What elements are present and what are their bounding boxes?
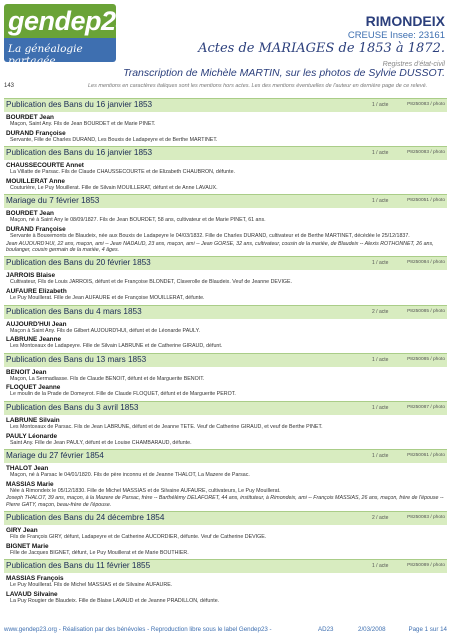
section-count: 1 / acte <box>372 453 389 460</box>
person-name: PAULY Léonarde <box>6 432 58 440</box>
person-name: GIRY Jean <box>6 527 38 535</box>
document-title: Actes de MARIAGES de 1853 à 1872. <box>198 41 445 56</box>
person-name: FLOQUET Jeanne <box>6 384 61 392</box>
footer-date: 2/03/2008 <box>358 626 386 633</box>
person-detail: Maçon à Saint Any. Fils de Gilbert AUJOURD'HUI, défunt et de Léonarde PAULY. <box>10 327 200 334</box>
section-title: Mariage du 7 février 1853 <box>6 196 100 206</box>
transcription-credit: Transcription de Michèle MARTIN, sur les photos de Sylvie DUSSOT. <box>123 67 445 79</box>
place-name: RIMONDEIX <box>365 13 445 29</box>
person-detail: Les Montceaux de Parsac. Fils de Jean LABRUNE, défunt et de Jeanne TETE. Veuf de Catherine GIRAUD, et veuf de Berthe PINET. <box>10 423 323 430</box>
section-title: Publication des Bans du 13 mars 1853 <box>6 354 147 364</box>
footer-page-number: Page 1 sur 14 <box>408 626 447 633</box>
person-detail: Servante, Fille de Charles DURAND, Les Bouxis de Ladapeyre et de Berthe MARTINET. <box>10 136 218 143</box>
person-detail: Maçon, né à Saint Any le 08/09/1827. Fils de Jean BOURDET, 58 ans, cultivateur et de Marie PINET, 61 ans. <box>10 217 266 224</box>
witnesses-note: Jean AUJOURD'HUI, 22 ans, maçon, ami -- Jean NADAUD, 23 ans, maçon, ami -- Jean GORSE, 32 ans, cultivateur, cousin de la mariée, de Blaudeix -- Alexis ROTHONNET, 26 ans, boulanger, cousin germain de la mariée, 4 âges. <box>6 240 434 253</box>
section-title: Publication des Bans du 4 mars 1853 <box>6 306 142 316</box>
section-photo-ref: P8250085 / photo <box>407 356 445 362</box>
act-count: 143 <box>4 83 15 89</box>
person-name: CHAUSSECOURTE Annet <box>6 162 84 170</box>
footer-code: AD23 <box>318 626 334 633</box>
section-title: Mariage du 27 février 1854 <box>6 451 104 461</box>
section-header <box>4 305 447 319</box>
person-name: LABRUNE Silvain <box>6 416 60 424</box>
section-title: Publication des Bans du 16 janvier 1853 <box>6 100 153 109</box>
section-header <box>4 353 447 367</box>
person-detail: Maçon, Saint Any. Fils de Jean BOURDET et de Marie PINET. <box>10 121 156 127</box>
section-count: 1 / acte <box>372 563 389 570</box>
section-photo-ref: P8250051 / photo <box>407 198 445 204</box>
person-detail: La Villatte de Parsac. Fils de Claude CHAUSSECOURTE et de Elizabeth CHAUBRON, défunte. <box>10 169 236 176</box>
person-detail: Maçon, La Sermadiasse. Fils de Claude BENOIT, défunt et de Marguerite BENOIT. <box>10 375 205 382</box>
section-photo-ref: P8250085 / photo <box>407 308 445 314</box>
section-header <box>4 194 447 208</box>
person-detail: Fille de Jacques BIGNET, défunt, Le Puy Mouillerat et de Marie BOUTHIER. <box>10 549 189 556</box>
person-name: BOURDET Jean <box>6 210 54 218</box>
person-detail: Maçon, né à Parsac le 04/01/1820. Fils de père inconnu et de Jeanne THALOT, La Mazere de Parsac. <box>10 472 250 479</box>
person-detail: Servante à Bouxemonts de Blaudeix, née aux Bouxis de Ladapeyre le 04/03/1832. Fille de Charles DURAND, cultivateur et de Berthe MARTINET, décédée le 25/12/1837. <box>10 232 410 239</box>
section-header <box>4 559 447 573</box>
person-name: DURAND Françoise <box>6 225 66 233</box>
sections-list <box>4 95 447 605</box>
section-count: 2 / acte <box>372 515 389 522</box>
italic-notice: Les mentions en caractères italiques sont les mentions hors actes. Les des mentions éventuelles de l'auteur en dernière page de ce relevé. <box>88 83 428 89</box>
section-count: 1 / acte <box>372 198 389 205</box>
person-detail: La Puy Rougier de Blaudeix. Fille de Blaise LAVAUD et de Jeanne PRADILLON, défunte. <box>10 597 220 604</box>
logo-tagline: La généalogie partagée <box>8 43 83 67</box>
person-name: MOUILLERAT Anne <box>6 177 65 185</box>
person-name: JARROIS Blaise <box>6 272 56 280</box>
section-title: Publication des Bans du 11 février 1855 <box>6 561 151 571</box>
person-detail: Née à Rimondeix le 05/12/1830. Fille de Michel MASSIAS et de Silvaine AUFAURE, cultivateurs, Le Puy Mouillerat. <box>10 487 281 494</box>
person-detail: Les Montceaux de Ladapeyre. Fille de Silvain LABRUNE et de Catherine GIRAUD, défunt. <box>10 343 223 350</box>
person-name: BENOIT Jean <box>6 368 47 376</box>
insee-line: CREUSE Insee: 23161 <box>347 30 445 41</box>
logo-top-band <box>4 4 131 38</box>
person-name: MASSIAS François <box>6 575 64 583</box>
logo-bottom-band <box>4 38 116 67</box>
person-detail: Cultivateur, Fils de Louis JARROIS, défunt et de Françoise BLONDET, Claverolle de Blaudeix. Veuf de Jeanne DEVIGE. <box>10 279 293 286</box>
section-header <box>4 98 447 112</box>
section-header <box>4 401 447 415</box>
section-count: 1 / acte <box>372 404 389 411</box>
person-detail: Le Puy Mouillerat. Fille de Jean AUFAURE et de Françoise MOUILLERAT, défunte. <box>10 294 205 301</box>
section-count: 1 / acte <box>372 356 389 363</box>
person-detail: Fils de François GIRY, défunt, Ladapeyre et de Catherine AUCORDIER, défunte. Veuf de Catherine DEVIGE. <box>10 534 267 541</box>
person-detail: Le moulin de la Prade de Domeyrot. Fille de Claude FLOQUET, défunt et de Marguerite PEROT. <box>10 391 236 398</box>
section-title: Publication des Bans du 3 avril 1853 <box>6 402 139 412</box>
person-name: BOURDET Jean <box>6 114 54 121</box>
person-name: DURAND Françoise <box>6 129 66 137</box>
person-detail: Le Puy Mouillerat. Fils de Michel MASSIAS et de Silvaine AUFAURE. <box>10 582 173 589</box>
section-count: 1 / acte <box>372 102 389 108</box>
witnesses-note: Joseph THALOT, 39 ans, maçon, à la Mazere de Parsac, frère -- Barthélémy DELAFORET, 44 ans, instituteur, à Rimondeix, ami -- François MASSIAS, 26 ans, maçon, frère de l'épouse -- Pierre GATY, maçon, beau-frère de l'épouse. <box>6 495 444 508</box>
gendep23-logo[interactable] <box>4 4 131 67</box>
section-header <box>4 256 447 270</box>
section-count: 1 / acte <box>372 260 389 267</box>
section-photo-ref: P8250083 / photo <box>407 102 445 107</box>
section-photo-ref: P8250087 / photo <box>407 404 445 410</box>
section-photo-ref: P8250089 / photo <box>407 563 445 569</box>
section-title: Publication des Bans du 16 janvier 1853 <box>6 148 153 158</box>
section-photo-ref: P8250061 / photo <box>407 453 445 459</box>
person-name: MASSIAS Marie <box>6 480 54 488</box>
section-title: Publication des Bans du 24 décembre 1854 <box>6 513 165 523</box>
person-name: AUFAURE Elizabeth <box>6 287 67 295</box>
person-detail: Couturière, Le Puy Mouillerat. Fille de Silvain MOUILLERAT, défunt et de Anne LAVAUX. <box>10 184 218 191</box>
person-name: LABRUNE Jeanne <box>6 336 62 344</box>
registers-label: Registres d'état-civil <box>382 61 445 68</box>
section-header <box>4 449 447 463</box>
person-detail: Saint Any. Fille de Jean PAULY, défunt et de Louise CHAMBARAUD, défunte. <box>10 439 192 446</box>
section-photo-ref: P8250083 / photo <box>407 515 445 521</box>
section-header <box>4 146 447 160</box>
logo-word: gendep23 <box>8 6 131 36</box>
person-name: THALOT Jean <box>6 465 49 473</box>
person-name: AUJOURD'HUI Jean <box>6 320 67 328</box>
section-header <box>4 511 447 525</box>
section-count: 2 / acte <box>372 308 389 315</box>
section-photo-ref: P8250083 / photo <box>407 150 445 156</box>
section-title: Publication des Bans du 20 février 1853 <box>6 258 151 268</box>
section-count: 1 / acte <box>372 150 389 157</box>
person-name: LAVAUD Silvaine <box>6 590 58 598</box>
person-name: BIGNET Marie <box>6 542 49 550</box>
section-photo-ref: P8250084 / photo <box>407 260 445 266</box>
footer-site-link[interactable]: www.gendep23.org - Réalisation par des bénévoles - Reproduction libre sous le label Gendep23 - <box>4 626 272 633</box>
